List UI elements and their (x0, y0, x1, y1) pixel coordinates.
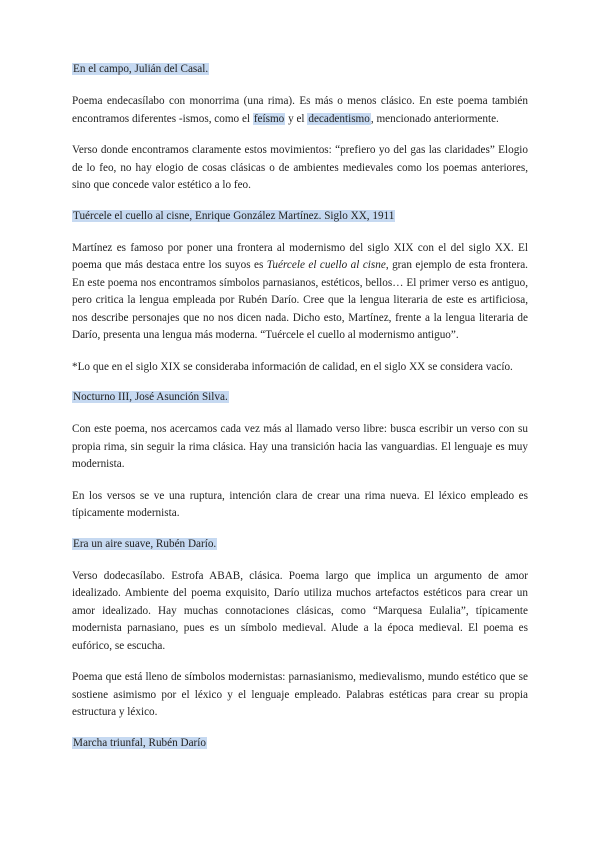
paragraph: En los versos se ve una ruptura, intención clara de crear una rima nueva. El léxico empleado es típicamente modernista. (72, 489, 528, 519)
heading-highlight: Nocturno III, José Asunción Silva. (73, 391, 228, 403)
poem-title: Tuércele el cuello al cisne (266, 259, 386, 271)
heading-highlight: En el campo, Julián del Casal. (73, 63, 209, 75)
footnote: *Lo que en el siglo XIX se consideraba información de calidad, en el siglo XX se considera vacío. (72, 360, 513, 373)
section-heading (72, 537, 528, 552)
highlighted-term: feísmo (253, 112, 285, 125)
section-heading (72, 736, 528, 751)
paragraph: Poema endecasílabo con monorrima (una rima). Es más o menos clásico. En este poema también encontramos diferentes -ismos, como el feísmo y el decadentismo, mencionado anteriormente. (72, 95, 528, 125)
section-heading (72, 209, 528, 224)
section-heading (72, 390, 528, 405)
paragraph: Martínez es famoso por poner una frontera al modernismo del siglo XIX con el del siglo XX. El poema que más destaca entre los suyos es Tuércele el cuello al cisne, gran ejemplo de esta frontera. En este poema nos encontramos símbolos parnasianos, estéticos, bellos… El primer verso es antiguo, pero critica la lengua empleada por Rubén Darío. Cree que la lengua literaria de este es artificiosa, nos describe personajes que no nos dicen nada. Dicho esto, Martínez, frente a la lengua literaria de Darío, presenta una lengua más moderna. “Tuércele el cuello al modernismo antiguo”. (72, 241, 528, 341)
document-page (72, 62, 528, 767)
heading-highlight: Era un aire suave, Rubén Darío. (73, 537, 217, 550)
highlighted-term: decadentismo (308, 112, 370, 125)
section-heading (72, 62, 528, 77)
paragraph: Verso donde encontramos claramente estos movimientos: “prefiero yo del gas las claridades” Elogio de lo feo, no hay elogio de cosas clásicas o de ambientes medievales como los poemas anteriores, sino que concede valor estético a lo feo. (72, 144, 528, 191)
paragraph: Verso dodecasílabo. Estrofa ABAB, clásica. Poema largo que implica un argumento de amor idealizado. Ambiente del poema exquisito, Darío utiliza muchos artefactos estéticos para crear un amor idealizado. Hay muchas connotaciones clásicas, como “Marquesa Eulalia”, típicamente modernista parnasiano, pues es un símbolo medieval. Alude a la época medieval. El poema es eufórico, se escucha. (72, 569, 528, 652)
heading-highlight: Marcha triunfal, Rubén Darío (73, 736, 206, 749)
paragraph: Poema que está lleno de símbolos modernistas: parnasianismo, medievalismo, mundo estético que se sostiene asimismo por el léxico y el lenguaje empleado. Palabras estéticas para crear su propia estructura y léxico. (72, 671, 528, 718)
heading-highlight: Tuércele el cuello al cisne, Enrique González Martínez. Siglo XX, 1911 (73, 209, 395, 222)
paragraph: Con este poema, nos acercamos cada vez más al llamado verso libre: busca escribir un verso con su propia rima, sin seguir la rima clásica. Hay una transición hacia las vanguardias. El lenguaje es muy modernista. (72, 423, 528, 470)
